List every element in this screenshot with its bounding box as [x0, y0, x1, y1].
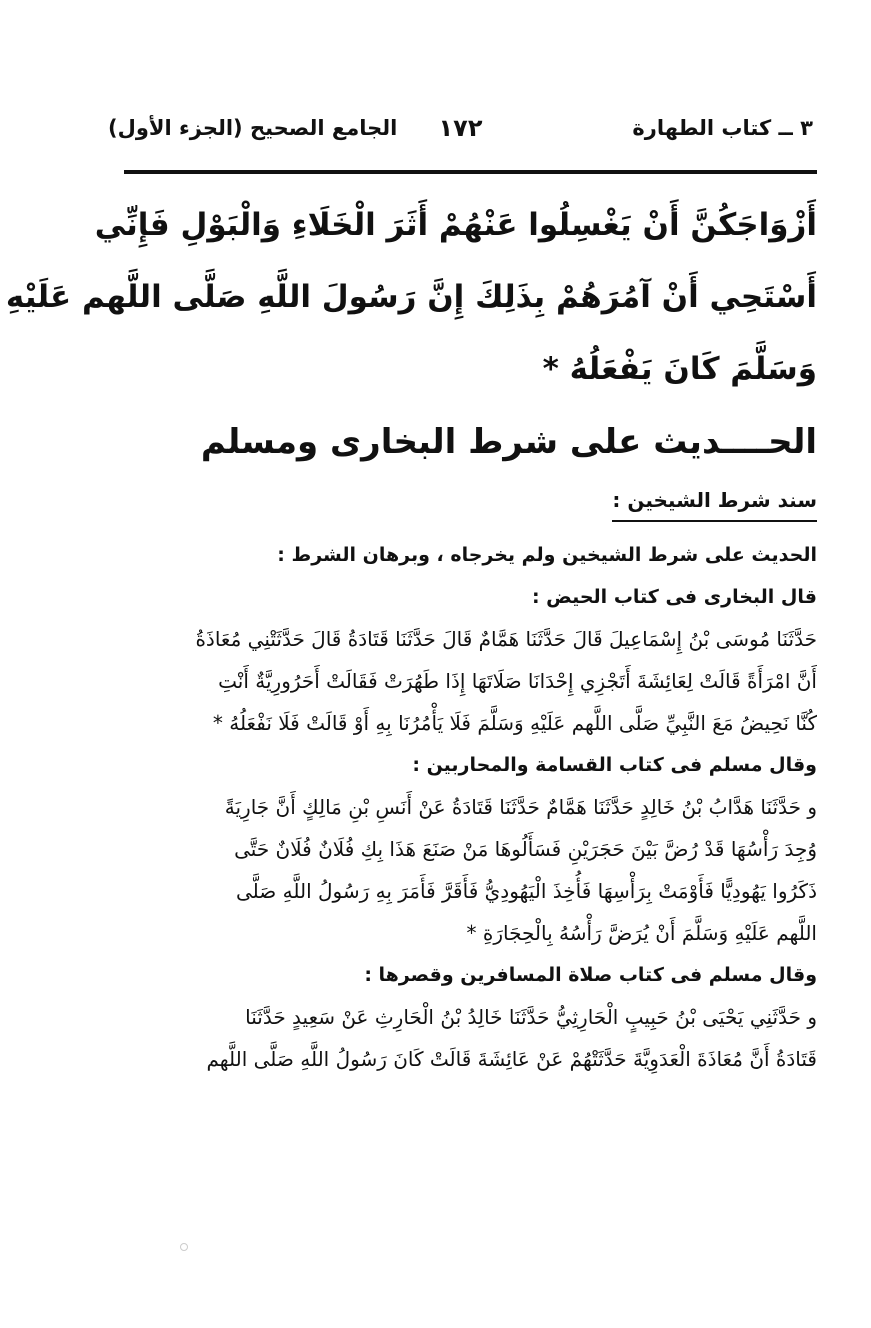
text-line: قَتَادَةُ أَنَّ مُعَاذَةَ الْعَدَوِيَّةَ حَدَّثَتْهُمْ عَنْ عَائِشَةَ قَالَتْ كَانَ رَسُولُ اللَّهِ صَلَّى اللَّهم	[206, 1047, 817, 1071]
text-line: الحديث على شرط الشيخين ولم يخرجاه ، وبرهان الشرط :	[277, 544, 817, 566]
section-heading	[122, 482, 817, 522]
hadith-line: وَسَلَّمَ كَانَ يَفْعَلُهُ *	[542, 351, 817, 387]
chapter-title: ٣ ــ كتاب الطهارة	[632, 116, 813, 140]
hadith-line: أَسْتَحِي أَنْ آمُرَهُمْ بِذَلِكَ إِنَّ رَسُولَ اللَّهِ صَلَّى اللَّهم عَلَيْهِ	[5, 279, 817, 315]
text-line: وقال مسلم فى كتاب صلاة المسافرين وقصرها :	[364, 964, 817, 986]
text-line: قال البخارى فى كتاب الحيض :	[531, 586, 817, 608]
section-heading-text: سند شرط الشيخين :	[612, 482, 817, 522]
text-line: وُجِدَ رَأْسُهَا قَدْ رُضَّ بَيْنَ حَجَرَيْنِ فَسَأَلُوهَا مَنْ صَنَعَ هَذَا بِكِ فُلَانٌ فُلَانٌ حَتَّى	[234, 837, 817, 861]
hadith-text	[5, 195, 817, 411]
text-line: وقال مسلم فى كتاب القسامة والمحاربين :	[412, 754, 817, 776]
text-line: اللَّهم عَلَيْهِ وَسَلَّمَ أَنْ يُرَضَّ رَأْسُهُ بِالْحِجَارَةِ *	[466, 921, 817, 945]
text-line: أَنَّ امْرَأَةً قَالَتْ لِعَائِشَةَ أَتَجْزِي إِحْدَانَا صَلَاتَهَا إِذَا طَهُرَتْ فَقَالَتْ أَحَرُورِيَّةٌ أَنْتِ	[218, 669, 817, 693]
body-text	[122, 534, 817, 1080]
header-rule	[124, 170, 817, 174]
book-title: الجامع الصحيح (الجزء الأول)	[108, 116, 398, 140]
text-line: كُنَّا نَحِيضُ مَعَ النَّبِيِّ صَلَّى اللَّهم عَلَيْهِ وَسَلَّمَ فَلَا يَأْمُرُنَا بِهِ أَوْ قَالَتْ فَلَا نَفْعَلُهُ *	[212, 711, 817, 735]
text-line: و حَدَّثَنَا هَدَّابُ بْنُ خَالِدٍ حَدَّثَنَا هَمَّامٌ حَدَّثَنَا قَتَادَةُ عَنْ أَنَسِ بْنِ مَالِكٍ أَنَّ جَارِيَةً	[224, 795, 817, 819]
text-line: و حَدَّثَنِي يَحْيَى بْنُ حَبِيبٍ الْحَارِثِيُّ حَدَّثَنَا خَالِدُ بْنُ الْحَارِثِ عَنْ سَعِيدٍ حَدَّثَنَا	[245, 1005, 817, 1029]
page-number: ١٧٢	[438, 114, 483, 142]
verdict-heading: الحــــديث على شرط البخارى ومسلم	[200, 422, 817, 462]
text-line: حَدَّثَنَا مُوسَى بْنُ إِسْمَاعِيلَ قَالَ حَدَّثَنَا هَمَّامٌ قَالَ حَدَّثَنَا قَتَادَةُ قَالَ حَدَّثَتْنِي مُعَاذَةُ	[195, 627, 817, 651]
scan-speck	[180, 1243, 188, 1251]
hadith-line: أَزْوَاجَكُنَّ أَنْ يَغْسِلُوا عَنْهُمْ أَثَرَ الْخَلَاءِ وَالْبَوْلِ فَإِنِّي	[94, 207, 817, 243]
running-head	[108, 112, 813, 152]
text-line: ذَكَرُوا يَهُودِيًّا فَأَوْمَتْ بِرَأْسِهَا فَأُخِذَ الْيَهُودِيُّ فَأَقَرَّ فَأَمَرَ بِهِ رَسُولُ اللَّهِ صَلَّى	[236, 879, 817, 903]
